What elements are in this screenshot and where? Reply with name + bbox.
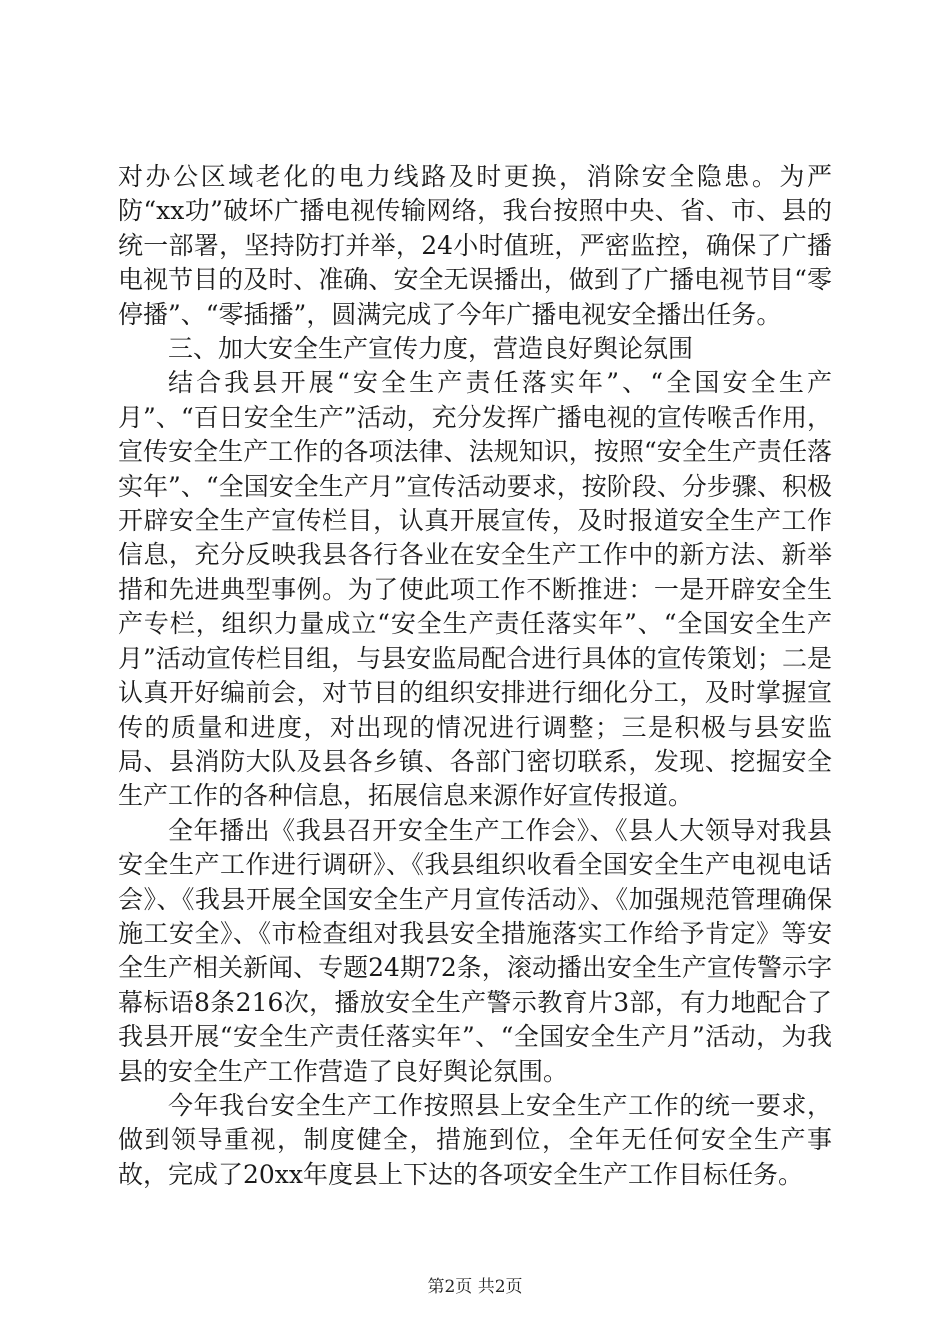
paragraph-continuation: 对办公区域老化的电力线路及时更换，消除安全隐患。为严防“xx功”破坏广播电视传输网络，我台按照中央、省、市、县的统一部署，坚持防打并举，24小时值班，严密监控，确保了广播电视节目的及时、准确、安全无误播出，做到了广播电视节目“零停播”、“零插播”，圆满完成了今年广播电视安全播出任务。 <box>118 162 832 329</box>
document-body <box>118 160 832 1192</box>
section-heading: 三、加大安全生产宣传力度，营造良好舆论氛围 <box>168 334 694 364</box>
page-number: 第2页 共2页 <box>427 1277 523 1297</box>
paragraph-summary: 今年我台安全生产工作按照县上安全生产工作的统一要求，做到领导重视，制度健全，措施到位，全年无任何安全生产事故，完成了20xx年度县上下达的各项安全生产工作目标任务。 <box>118 1090 832 1189</box>
paragraph-broadcasts: 全年播出《我县召开安全生产工作会》、《县人大领导对我县安全生产工作进行调研》、《我县组织收看全国安全生产电视电话会》、《我县开展全国安全生产月宣传活动》、《加强规范管理确保施工安全》、《市检查组对我县安全措施落实工作给予肯定》等安全生产相关新闻、专题24期72条，滚动播出安全生产宣传警示字幕标语8条216次，播放安全生产警示教育片3部，有力地配合了我县开展“安全生产责任落实年”、“全国安全生产月”活动，为我县的安全生产工作营造了良好舆论氛围。 <box>118 815 832 1086</box>
paragraph-publicity: 结合我县开展“安全生产责任落实年”、“全国安全生产月”、“百日安全生产”活动，充分发挥广播电视的宣传喉舌作用，宣传安全生产工作的各项法律、法规知识，按照“安全生产责任落实年”、“全国安全生产月”宣传活动要求，按阶段、分步骤、积极开辟安全生产宣传栏目，认真开展宣传，及时报道安全生产工作信息，充分反映我县各行各业在安全生产工作中的新方法、新举措和先进典型事例。为了使此项工作不断推进：一是开辟安全生产专栏，组织力量成立“安全生产责任落实年”、“全国安全生产月”活动宣传栏目组，与县安监局配合进行具体的宣传策划；二是认真开好编前会，对节目的组织安排进行细化分工，及时掌握宣传的质量和进度，对出现的情况进行调整；三是积极与县安监局、县消防大队及县各乡镇、各部门密切联系，发现、挖掘安全生产工作的各种信息，拓展信息来源作好宣传报道。 <box>118 368 832 811</box>
